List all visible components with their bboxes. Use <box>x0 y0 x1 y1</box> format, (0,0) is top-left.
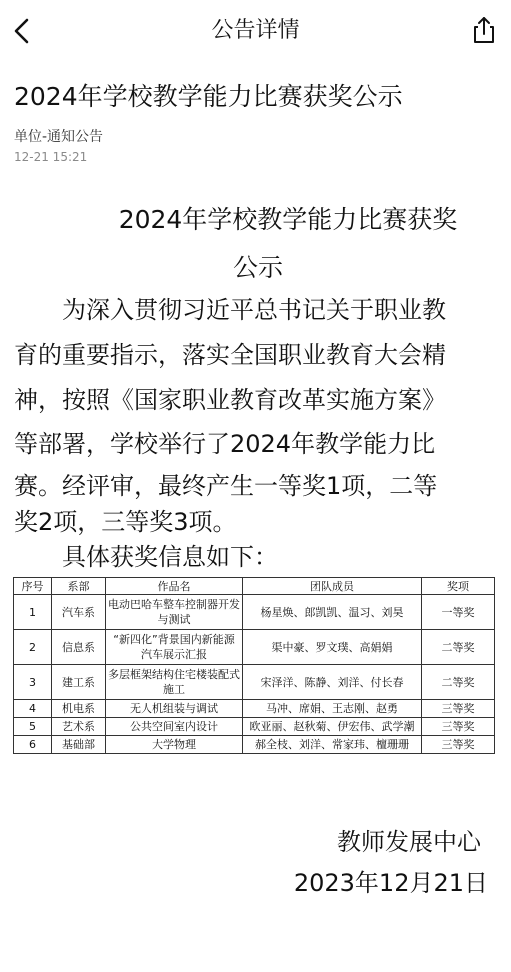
article-timestamp: 12-21 15:21 <box>14 150 88 164</box>
cell-no: 5 <box>14 718 52 736</box>
cell-dept: 艺术系 <box>52 718 106 736</box>
cell-work: 电动巴哈车整车控制器开发与测试 <box>106 595 243 630</box>
cell-team: 郝全枝、刘洋、常家玮、檀珊珊 <box>243 736 422 754</box>
cell-team: 欧亚丽、赵秋菊、伊宏伟、武学潮 <box>243 718 422 736</box>
top-nav-bar <box>0 0 511 62</box>
cell-award: 一等奖 <box>422 595 495 630</box>
cell-dept: 机电系 <box>52 700 106 718</box>
share-icon <box>469 14 499 46</box>
cell-work: “新四化”背景国内新能源汽车展示汇报 <box>106 630 243 665</box>
header-no: 序号 <box>14 578 52 595</box>
cell-award: 三等奖 <box>422 700 495 718</box>
article-source: 单位-通知公告 <box>14 129 104 145</box>
cell-work: 无人机组装与调试 <box>106 700 243 718</box>
header-award: 奖项 <box>422 578 495 595</box>
paragraph-line: 育的重要指示，落实全国职业教育大会精 <box>14 341 446 369</box>
cell-work: 大学物理 <box>106 736 243 754</box>
cell-team: 渠中豪、罗文璞、高娟娟 <box>243 630 422 665</box>
document-title-line1: 2024年学校教学能力比赛获奖 <box>118 205 458 234</box>
award-table <box>13 577 495 754</box>
cell-team: 马冲、席娟、王志刚、赵勇 <box>243 700 422 718</box>
cell-team: 杨星焕、郎凯凯、温习、刘昊 <box>243 595 422 630</box>
paragraph-line: 为深入贯彻习近平总书记关于职业教 <box>14 296 446 324</box>
cell-team: 宋泽洋、陈静、刘洋、付长春 <box>243 665 422 700</box>
table-row <box>14 700 495 718</box>
cell-dept: 汽车系 <box>52 595 106 630</box>
table-row <box>14 718 495 736</box>
cell-no: 1 <box>14 595 52 630</box>
cell-no: 2 <box>14 630 52 665</box>
paragraph-line: 赛。经评审，最终产生一等奖1项，二等 <box>14 472 438 500</box>
document-title-line2: 公示 <box>232 253 283 282</box>
cell-award: 三等奖 <box>422 736 495 754</box>
paragraph-line: 具体获奖信息如下： <box>14 543 278 571</box>
paragraph-line: 神，按照《国家职业教育改革实施方案》 <box>14 386 446 414</box>
table-row <box>14 736 495 754</box>
article-title: 2024年学校教学能力比赛获奖公示 <box>14 82 403 111</box>
paragraph-line: 奖2项，三等奖3项。 <box>14 508 237 536</box>
signature-date: 2023年12月21日 <box>293 869 488 897</box>
page-title: 公告详情 <box>211 18 300 43</box>
chevron-left-icon <box>8 14 38 48</box>
cell-work: 多层框架结构住宅楼装配式施工 <box>106 665 243 700</box>
cell-no: 6 <box>14 736 52 754</box>
cell-no: 3 <box>14 665 52 700</box>
cell-dept: 基础部 <box>52 736 106 754</box>
signature-organization: 教师发展中心 <box>337 828 481 856</box>
share-button[interactable] <box>469 14 499 46</box>
cell-no: 4 <box>14 700 52 718</box>
cell-award: 二等奖 <box>422 665 495 700</box>
header-work: 作品名 <box>106 578 243 595</box>
cell-dept: 信息系 <box>52 630 106 665</box>
cell-dept: 建工系 <box>52 665 106 700</box>
cell-award: 二等奖 <box>422 630 495 665</box>
cell-award: 三等奖 <box>422 718 495 736</box>
back-button[interactable] <box>8 14 38 48</box>
header-team: 团队成员 <box>243 578 422 595</box>
table-row <box>14 665 495 700</box>
table-row <box>14 630 495 665</box>
header-dept: 系部 <box>52 578 106 595</box>
paragraph-line: 等部署，学校举行了2024年教学能力比 <box>14 430 436 458</box>
table-row <box>14 595 495 630</box>
cell-work: 公共空间室内设计 <box>106 718 243 736</box>
table-header-row <box>14 578 495 595</box>
